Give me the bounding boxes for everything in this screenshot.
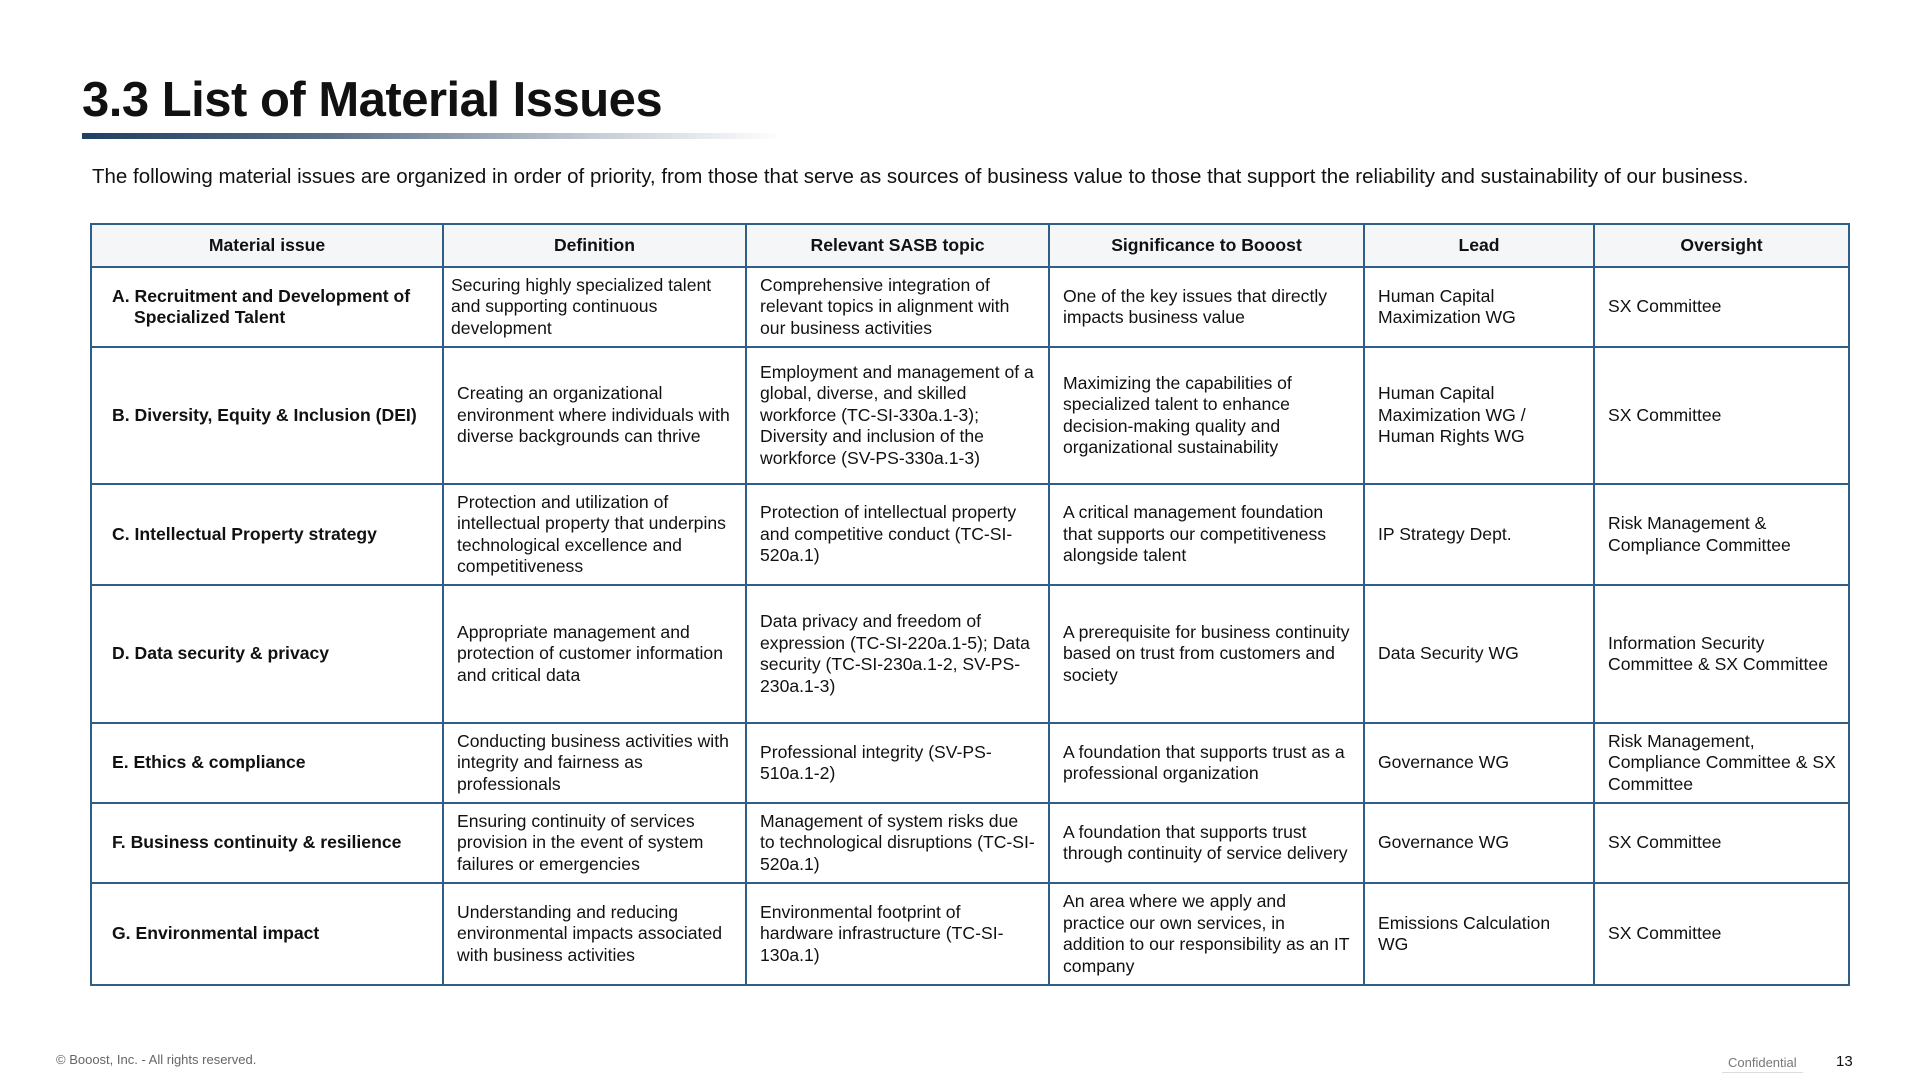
column-header-significance: Significance to Booost [1049,224,1364,267]
sasb-topic-cell: Employment and management of a global, diverse, and skilled workforce (TC-SI-330a.1-3); Diversity and inclusion of the workforce (SV-PS-330a.1-3) [746,347,1049,484]
oversight-cell: Information Security Committee & SX Committee [1594,585,1849,723]
column-header-sasb-topic: Relevant SASB topic [746,224,1049,267]
lead-cell: Human Capital Maximization WG / Human Rights WG [1364,347,1594,484]
definition-cell: Creating an organizational environment where individuals with diverse backgrounds can thrive [443,347,746,484]
sasb-topic-cell: Data privacy and freedom of expression (TC-SI-220a.1-5); Data security (TC-SI-230a.1-2, SV-PS-230a.1-3) [746,585,1049,723]
column-header-lead: Lead [1364,224,1594,267]
significance-cell: An area where we apply and practice our own services, in addition to our responsibility as an IT company [1049,883,1364,985]
column-header-definition: Definition [443,224,746,267]
oversight-cell: Risk Management & Compliance Committee [1594,484,1849,585]
material-issues-table [90,223,1850,986]
significance-cell: A foundation that supports trust as a professional organization [1049,723,1364,803]
confidential-label: Confidential [1722,1055,1803,1073]
material-issue-label: A. Recruitment and Development of Specialized Talent [112,285,411,327]
table-header-row [91,224,1849,267]
sasb-topic-cell: Comprehensive integration of relevant topics in alignment with our business activities [746,267,1049,347]
table-row [91,803,1849,883]
page-number: 13 [1836,1053,1853,1070]
material-issue-label: D. Data security & privacy [112,643,330,664]
material-issue-label: B. Diversity, Equity & Inclusion (DEI) [112,404,417,425]
significance-cell: One of the key issues that directly impacts business value [1049,267,1364,347]
table-row [91,347,1849,484]
material-issue-label: F. Business continuity & resilience [112,832,402,853]
significance-cell: A critical management foundation that supports our competitiveness alongside talent [1049,484,1364,585]
material-issue-label: C. Intellectual Property strategy [112,523,377,544]
table-row [91,585,1849,723]
significance-cell: Maximizing the capabilities of specialized talent to enhance decision-making quality and organizational sustainability [1049,347,1364,484]
lead-cell: Governance WG [1364,803,1594,883]
material-issue-cell [91,347,443,484]
lead-cell: Governance WG [1364,723,1594,803]
lead-cell: Data Security WG [1364,585,1594,723]
material-issue-cell [91,484,443,585]
definition-cell: Appropriate management and protection of customer information and critical data [443,585,746,723]
column-header-material-issue: Material issue [91,224,443,267]
material-issue-cell [91,723,443,803]
oversight-cell: SX Committee [1594,883,1849,985]
oversight-cell: SX Committee [1594,803,1849,883]
definition-cell: Securing highly specialized talent and supporting continuous development [443,267,746,347]
definition-cell: Conducting business activities with integrity and fairness as professionals [443,723,746,803]
lead-cell: Emissions Calculation WG [1364,883,1594,985]
column-header-oversight: Oversight [1594,224,1849,267]
table-row [91,267,1849,347]
sasb-topic-cell: Protection of intellectual property and competitive conduct (TC-SI-520a.1) [746,484,1049,585]
sasb-topic-cell: Professional integrity (SV-PS-510a.1-2) [746,723,1049,803]
lead-cell: Human Capital Maximization WG [1364,267,1594,347]
oversight-cell: Risk Management, Compliance Committee & SX Committee [1594,723,1849,803]
significance-cell: A prerequisite for business continuity based on trust from customers and society [1049,585,1364,723]
page-title: 3.3 List of Material Issues [82,73,663,127]
material-issue-cell [91,883,443,985]
table-row [91,484,1849,585]
significance-cell: A foundation that supports trust through continuity of service delivery [1049,803,1364,883]
material-issue-cell [91,803,443,883]
title-underline [82,133,782,139]
material-issue-label: E. Ethics & compliance [112,752,306,773]
lead-cell: IP Strategy Dept. [1364,484,1594,585]
material-issue-label: G. Environmental impact [112,923,320,944]
oversight-cell: SX Committee [1594,267,1849,347]
sasb-topic-cell: Environmental footprint of hardware infrastructure (TC-SI-130a.1) [746,883,1049,985]
definition-cell: Protection and utilization of intellectual property that underpins technological excellence and competitiveness [443,484,746,585]
material-issue-cell [91,585,443,723]
table-row [91,883,1849,985]
definition-cell: Understanding and reducing environmental impacts associated with business activities [443,883,746,985]
intro-text: The following material issues are organized in order of priority, from those that serve as sources of business value to those that support the reliability and sustainability of our business. [92,165,1749,188]
table-row [91,723,1849,803]
sasb-topic-cell: Management of system risks due to technological disruptions (TC-SI-520a.1) [746,803,1049,883]
material-issue-cell [91,267,443,347]
oversight-cell: SX Committee [1594,347,1849,484]
copyright-text: © Booost, Inc. - All rights reserved. [56,1052,257,1067]
definition-cell: Ensuring continuity of services provision in the event of system failures or emergencies [443,803,746,883]
